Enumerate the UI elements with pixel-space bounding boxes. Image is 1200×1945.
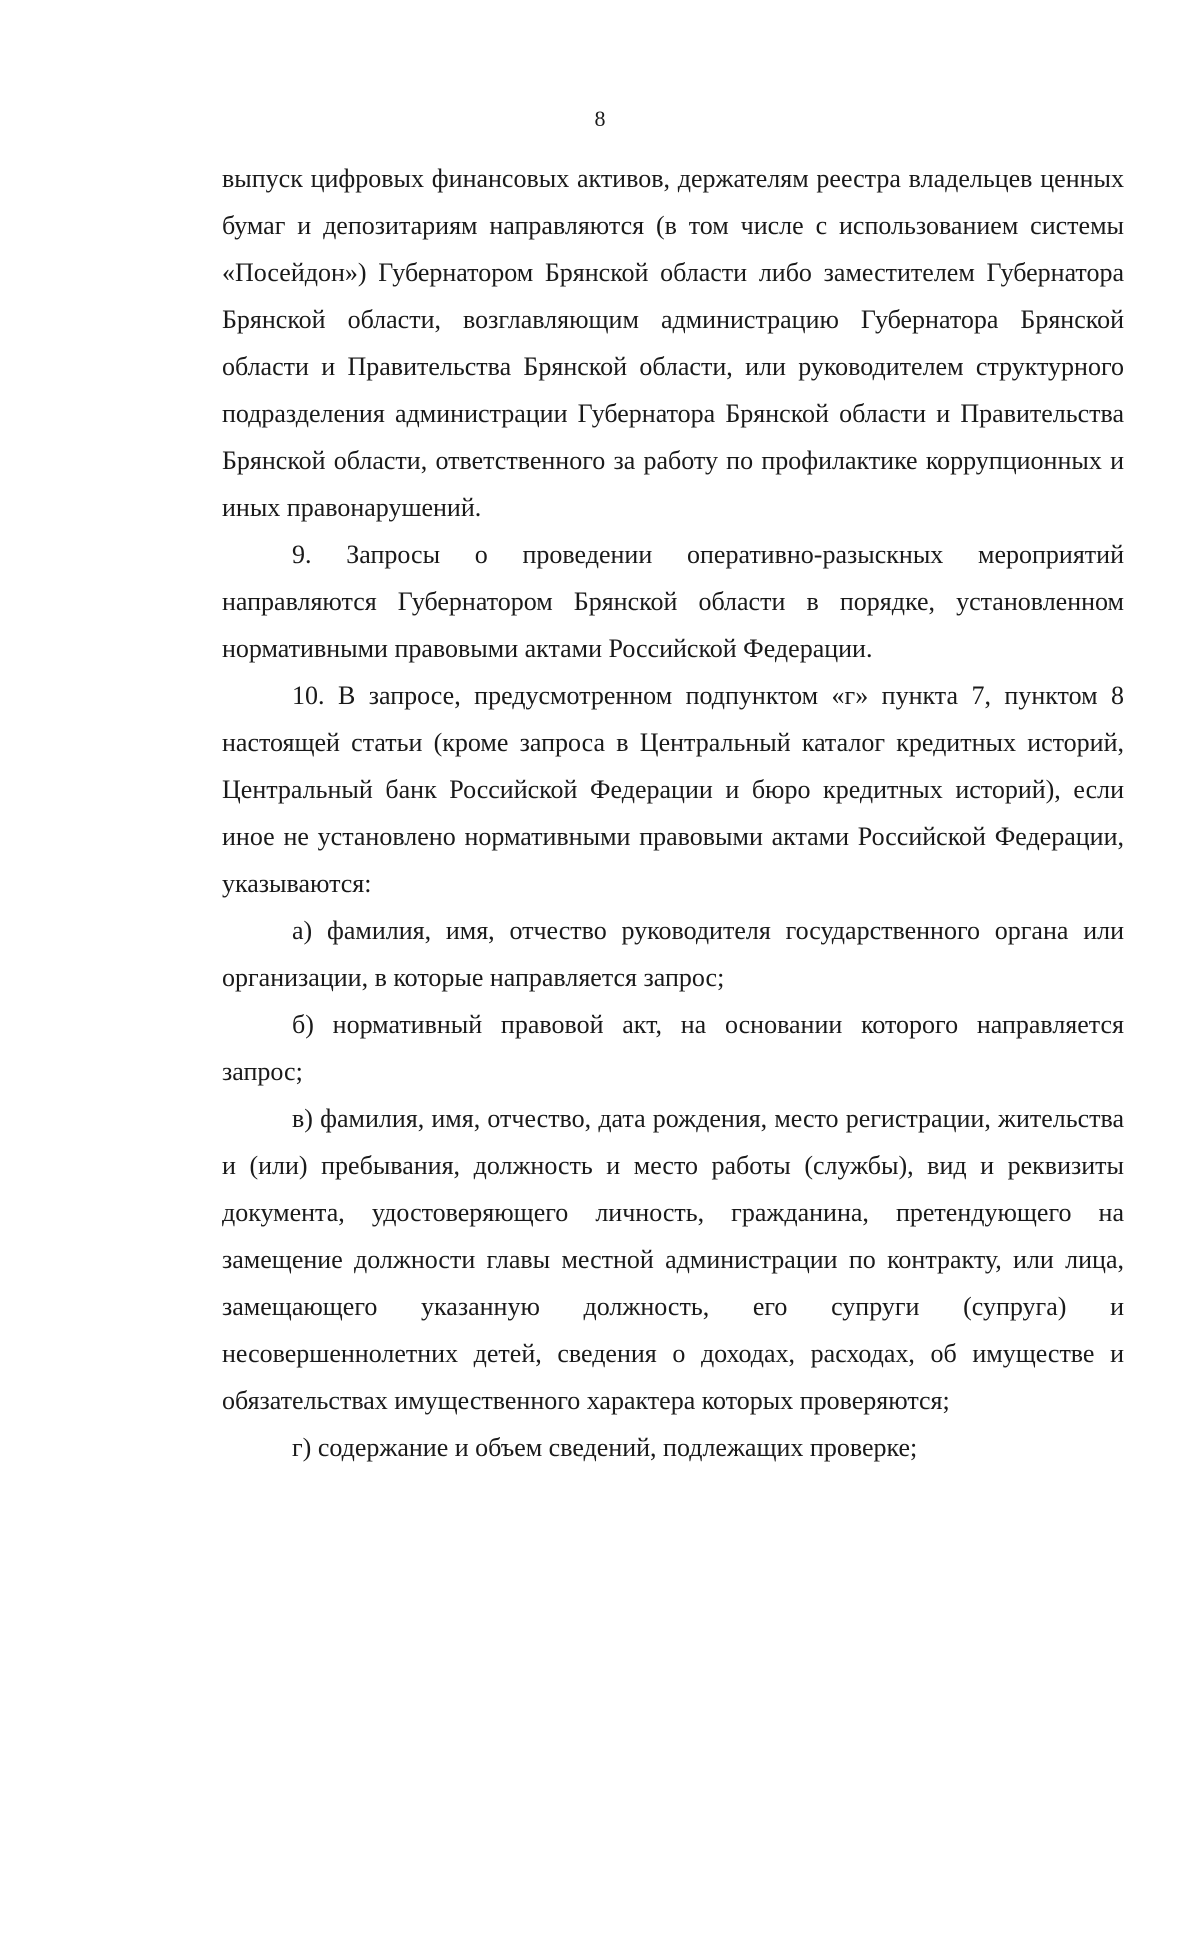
page-number: 8 [594,106,606,131]
subitem-g: г) содержание и объем сведений, подлежащих проверке; [292,1433,918,1462]
subitem-v: в) фамилия, имя, отчество, дата рождения, место регистрации, жительства и (или) пребывания, должность и место работы (службы), вид и реквизиты документа, удостоверяющего личность, гражданина, претендующего на замещение должности главы местной администрации по контракту, или лица, замещающего указанную должность, его супруги (супруга) и несовершеннолетних детей, сведения о доходах, расходах, об имуществе и обязательствах имущественного характера которых проверяются; [222,1104,1124,1415]
paragraph-continuation: выпуск цифровых финансовых активов, держателям реестра владельцев ценных бумаг и депозитариям направляются (в том числе с использованием системы «Посейдон») Губернатором Брянской области либо заместителем Губернатора Брянской области, возглавляющим администрацию Губернатора Брянской области и Правительства Брянской области, или руководителем структурного подразделения администрации Губернатора Брянской области и Правительства Брянской области, ответственного за работу по профилактике коррупционных и иных правонарушений. [222,164,1124,522]
paragraph-item-10: 10. В запросе, предусмотренном подпунктом «г» пункта 7, пунктом 8 настоящей статьи (кроме запроса в Центральный каталог кредитных историй, Центральный банк Российской Федерации и бюро кредитных историй), если иное не установлено нормативными правовыми актами Российской Федерации, указываются: [222,681,1124,898]
subitem-b: б) нормативный правовой акт, на основании которого направляется запрос; [222,1010,1124,1086]
subitem-a: а) фамилия, имя, отчество руководителя государственного органа или организации, в которые направляется запрос; [222,916,1124,992]
document-body [222,155,1124,1471]
paragraph-item-9: 9. Запросы о проведении оперативно-разыскных мероприятий направляются Губернатором Брянской области в порядке, установленном нормативными правовыми актами Российской Федерации. [222,540,1124,663]
